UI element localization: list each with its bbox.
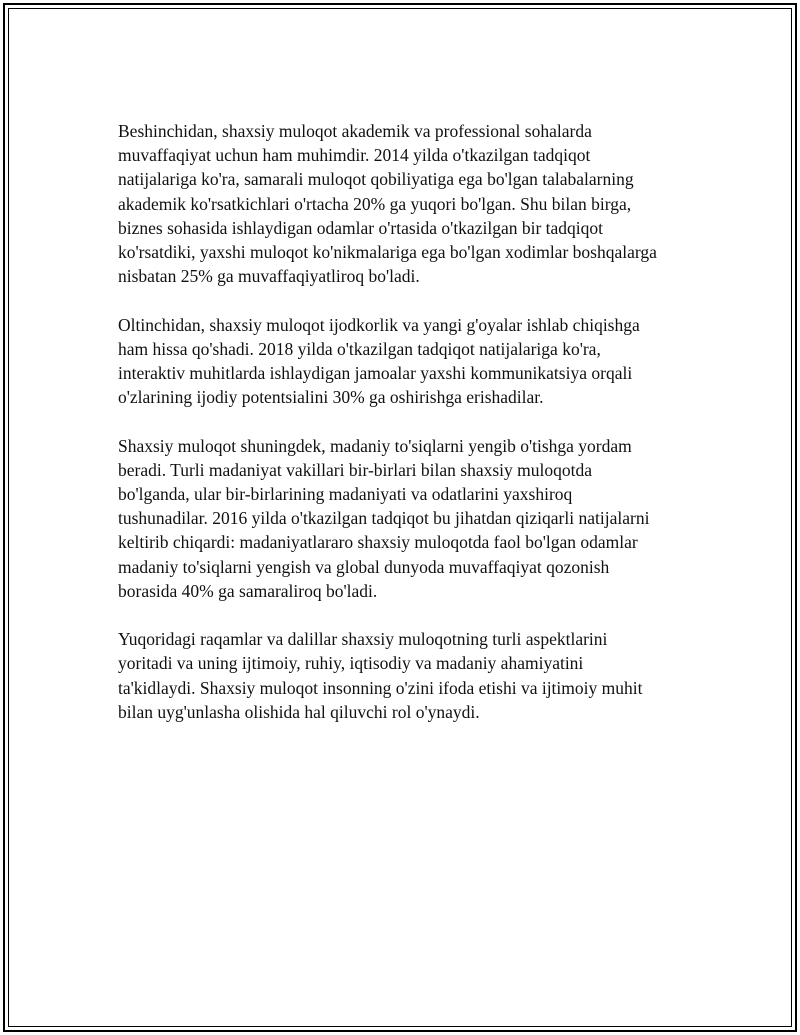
text-line: madaniy to'siqlarni yengish va global dunyoda muvaffaqiyat qozonish	[118, 556, 610, 577]
text-line: akademik ko'rsatkichlari o'rtacha 20% ga yuqori bo'lgan. Shu bilan birga,	[118, 193, 632, 214]
text-line: Oltinchidan, shaxsiy muloqot ijodkorlik va yangi g'oyalar ishlab chiqishga	[118, 314, 640, 335]
text-line: ta'kidlaydi. Shaxsiy muloqot insonning o'zini ifoda etishi va ijtimoiy muhit	[118, 677, 643, 698]
text-line: Yuqoridagi raqamlar va dalillar shaxsiy muloqotning turli aspektlarini	[118, 629, 608, 650]
text-line: borasida 40% ga samaraliroq bo'ladi.	[118, 580, 378, 601]
text-line: beradi. Turli madaniyat vakillari bir-birlari bilan shaxsiy muloqotda	[118, 459, 593, 480]
text-line: muvaffaqiyat uchun ham muhimdir. 2014 yilda o'tkazilgan tadqiqot	[118, 145, 591, 166]
paragraph-4	[118, 627, 708, 724]
paragraph-2	[118, 313, 708, 410]
text-line: ko'rsatdiki, yaxshi muloqot ko'nikmalariga ega bo'lgan xodimlar boshqalarga	[118, 242, 657, 263]
text-line: Shaxsiy muloqot shuningdek, madaniy to'siqlarni yengib o'tishga yordam	[118, 435, 632, 456]
paragraph-3	[118, 434, 708, 603]
text-line: ham hissa qo'shadi. 2018 yilda o'tkazilgan tadqiqot natijalariga ko'ra,	[118, 338, 601, 359]
paragraph-1	[118, 119, 708, 288]
text-line: biznes sohasida ishlaydigan odamlar o'rtasida o'tkazilgan bir tadqiqot	[118, 217, 604, 238]
text-line: keltirib chiqardi: madaniyatlararo shaxsiy muloqotda faol bo'lgan odamlar	[118, 532, 638, 553]
text-line: bilan uyg'unlasha olishida hal qiluvchi rol o'ynaydi.	[118, 701, 480, 722]
text-line: Beshinchidan, shaxsiy muloqot akademik va professional sohalarda	[118, 121, 592, 141]
text-line: natijalariga ko'ra, samarali muloqot qobiliyatiga ega bo'lgan talabalarning	[118, 169, 634, 190]
text-line: bo'lganda, ular bir-birlarining madaniyati va odatlarini yaxshiroq	[118, 484, 573, 505]
text-line: tushunadilar. 2016 yilda o'tkazilgan tadqiqot bu jihatdan qiziqarli natijalarni	[118, 508, 650, 529]
text-line: o'zlarining ijodiy potentsialini 30% ga oshirishga erishadilar.	[118, 387, 544, 408]
text-line: nisbatan 25% ga muvaffaqiyatliroq bo'ladi.	[118, 266, 420, 287]
document-body	[118, 119, 708, 748]
text-line: interaktiv muhitlarda ishlaydigan jamoalar yaxshi kommunikatsiya orqali	[118, 363, 633, 384]
text-line: yoritadi va uning ijtimoiy, ruhiy, iqtisodiy va madaniy ahamiyatini	[118, 653, 584, 674]
